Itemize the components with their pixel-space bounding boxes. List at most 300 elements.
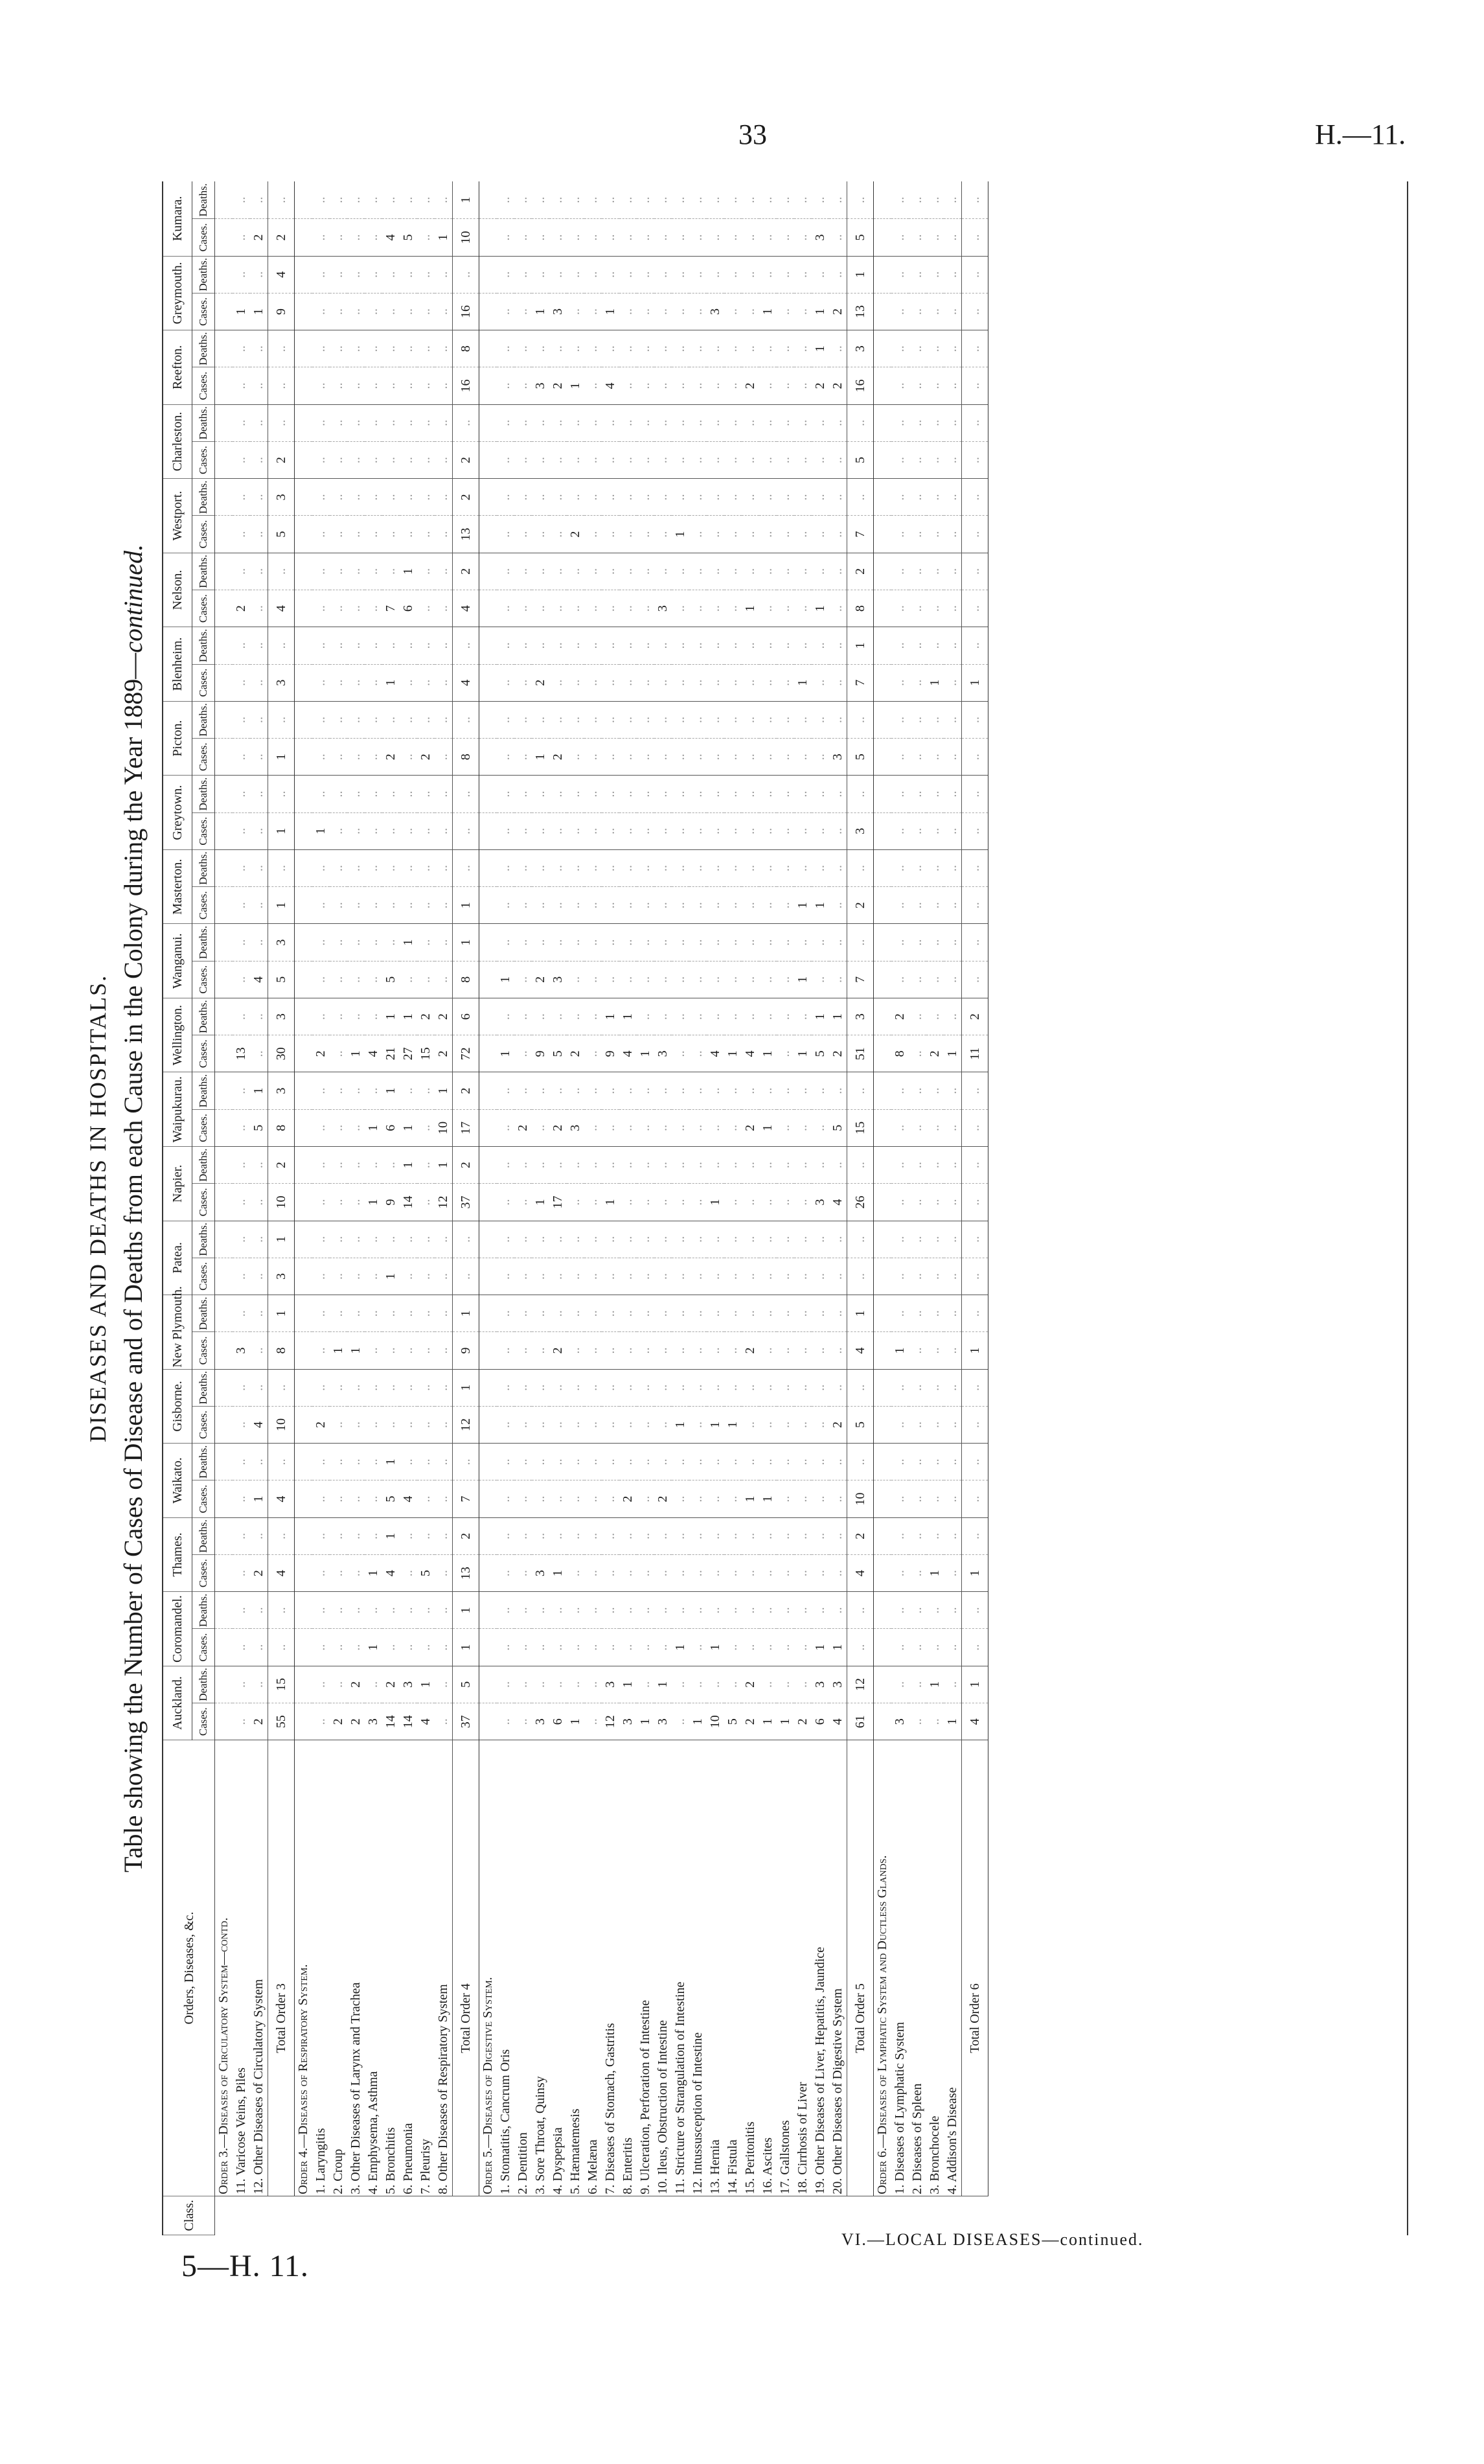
cases-value bbox=[215, 1406, 233, 1443]
deaths-value: .. bbox=[759, 330, 777, 367]
cases-value bbox=[295, 1480, 313, 1517]
deaths-value: .. bbox=[417, 553, 435, 590]
cases-value: .. bbox=[532, 1480, 549, 1517]
cases-value: .. bbox=[584, 1629, 602, 1666]
deaths-value: .. bbox=[453, 849, 479, 886]
deaths-header: Deaths. bbox=[192, 1666, 215, 1703]
deaths-value: .. bbox=[347, 404, 365, 441]
cases-value: .. bbox=[233, 1629, 250, 1666]
deaths-value: 1 bbox=[382, 1444, 400, 1480]
deaths-value: .. bbox=[794, 479, 812, 516]
cases-value bbox=[215, 664, 233, 701]
cases-value: 1 bbox=[672, 516, 689, 553]
deaths-value bbox=[295, 701, 313, 738]
cases-value: 4 bbox=[400, 1480, 417, 1517]
cases-value: 1 bbox=[532, 1184, 549, 1221]
deaths-value: .. bbox=[777, 330, 794, 367]
deaths-value: 2 bbox=[742, 1666, 759, 1703]
deaths-value: .. bbox=[777, 701, 794, 738]
cases-value: .. bbox=[382, 1332, 400, 1369]
cases-value: .. bbox=[962, 1109, 988, 1146]
cases-value bbox=[479, 590, 497, 627]
cases-value bbox=[479, 887, 497, 924]
cases-value: .. bbox=[829, 516, 847, 553]
cases-value: .. bbox=[233, 219, 250, 256]
hospital-header: Auckland. bbox=[163, 1666, 192, 1740]
deaths-value: .. bbox=[514, 330, 532, 367]
cases-value: 2 bbox=[567, 516, 584, 553]
deaths-value: .. bbox=[672, 330, 689, 367]
deaths-value bbox=[295, 330, 313, 367]
cases-value: .. bbox=[759, 1629, 777, 1666]
cases-value: 1 bbox=[268, 887, 295, 924]
cases-value: 2 bbox=[549, 1109, 567, 1146]
deaths-value: .. bbox=[453, 776, 479, 812]
cases-value: .. bbox=[944, 219, 962, 256]
cases-value: .. bbox=[435, 1703, 453, 1740]
cases-value: .. bbox=[330, 739, 347, 776]
deaths-value: .. bbox=[707, 1592, 724, 1629]
cases-value: 1 bbox=[812, 590, 829, 627]
cases-value: .. bbox=[532, 1109, 549, 1146]
deaths-value: .. bbox=[330, 1072, 347, 1109]
cases-value: .. bbox=[435, 1554, 453, 1591]
deaths-value: .. bbox=[777, 1517, 794, 1554]
cases-value: 5 bbox=[417, 1554, 435, 1591]
deaths-value: .. bbox=[891, 330, 909, 367]
cases-value bbox=[874, 1332, 892, 1369]
deaths-value: .. bbox=[707, 1147, 724, 1184]
cases-value: .. bbox=[759, 441, 777, 478]
deaths-value: .. bbox=[382, 1147, 400, 1184]
deaths-value: .. bbox=[794, 1592, 812, 1629]
deaths-value: .. bbox=[417, 1517, 435, 1554]
cases-value: .. bbox=[777, 516, 794, 553]
deaths-value: .. bbox=[637, 181, 654, 219]
deaths-value: .. bbox=[689, 701, 707, 738]
deaths-value: .. bbox=[233, 1592, 250, 1629]
deaths-value: .. bbox=[926, 1072, 944, 1109]
cases-value: .. bbox=[567, 887, 584, 924]
table-row bbox=[829, 181, 847, 2235]
cases-value: 2 bbox=[417, 739, 435, 776]
row-label: 1. Stomatitis, Cancrum Oris bbox=[498, 2049, 512, 2194]
deaths-value: .. bbox=[312, 256, 330, 293]
cases-value: 7 bbox=[847, 516, 874, 553]
deaths-value: .. bbox=[347, 553, 365, 590]
deaths-value: .. bbox=[567, 1517, 584, 1554]
cases-value: .. bbox=[417, 1332, 435, 1369]
deaths-header: Deaths. bbox=[192, 849, 215, 886]
deaths-value: .. bbox=[777, 256, 794, 293]
deaths-value: .. bbox=[724, 1072, 742, 1109]
cases-value: .. bbox=[514, 590, 532, 627]
table-row bbox=[724, 181, 742, 2235]
cases-value bbox=[215, 961, 233, 998]
deaths-value: .. bbox=[233, 1147, 250, 1184]
deaths-value: .. bbox=[689, 404, 707, 441]
cases-value: .. bbox=[312, 739, 330, 776]
deaths-value: .. bbox=[847, 1221, 874, 1258]
deaths-value bbox=[295, 776, 313, 812]
deaths-value: .. bbox=[909, 998, 926, 1035]
deaths-value: .. bbox=[584, 1221, 602, 1258]
deaths-value: .. bbox=[909, 1221, 926, 1258]
deaths-value: .. bbox=[330, 701, 347, 738]
cases-value bbox=[479, 516, 497, 553]
deaths-value: .. bbox=[794, 1517, 812, 1554]
deaths-value bbox=[874, 701, 892, 738]
cases-value: .. bbox=[584, 664, 602, 701]
cases-value: .. bbox=[347, 887, 365, 924]
deaths-value: .. bbox=[944, 404, 962, 441]
deaths-value: .. bbox=[777, 479, 794, 516]
cases-value: .. bbox=[654, 1184, 672, 1221]
cases-value: .. bbox=[742, 441, 759, 478]
deaths-value: .. bbox=[347, 1517, 365, 1554]
deaths-value: .. bbox=[453, 256, 479, 293]
cases-value: 1 bbox=[724, 1035, 742, 1072]
deaths-value: .. bbox=[829, 404, 847, 441]
cases-value: .. bbox=[250, 1184, 268, 1221]
deaths-value: .. bbox=[330, 1147, 347, 1184]
deaths-value: .. bbox=[672, 181, 689, 219]
cases-value: .. bbox=[812, 1109, 829, 1146]
row-label: 18. Cirrhosis of Liver bbox=[795, 2082, 810, 2194]
cases-value: .. bbox=[417, 887, 435, 924]
row-label: 14. Fistula bbox=[725, 2139, 740, 2194]
deaths-value: .. bbox=[233, 1295, 250, 1332]
cases-value: .. bbox=[689, 1554, 707, 1591]
deaths-value: .. bbox=[435, 776, 453, 812]
deaths-value: .. bbox=[330, 404, 347, 441]
cases-value: .. bbox=[812, 1480, 829, 1517]
deaths-value: .. bbox=[847, 776, 874, 812]
deaths-value: .. bbox=[619, 1369, 637, 1406]
cases-value: 1 bbox=[944, 1035, 962, 1072]
cases-value: .. bbox=[602, 961, 619, 998]
deaths-value: .. bbox=[637, 1369, 654, 1406]
deaths-value: .. bbox=[312, 553, 330, 590]
deaths-value: .. bbox=[724, 1369, 742, 1406]
deaths-value: .. bbox=[400, 627, 417, 664]
deaths-value: .. bbox=[417, 404, 435, 441]
deaths-value: .. bbox=[400, 404, 417, 441]
cases-value: .. bbox=[742, 1554, 759, 1591]
deaths-value bbox=[479, 849, 497, 886]
cases-value: .. bbox=[909, 1184, 926, 1221]
deaths-value: .. bbox=[602, 404, 619, 441]
deaths-value: .. bbox=[829, 479, 847, 516]
deaths-value: .. bbox=[532, 627, 549, 664]
cases-value: .. bbox=[909, 1406, 926, 1443]
cases-value: .. bbox=[435, 812, 453, 849]
deaths-value: .. bbox=[567, 256, 584, 293]
deaths-value: 1 bbox=[847, 1295, 874, 1332]
cases-value: .. bbox=[944, 739, 962, 776]
deaths-value: .. bbox=[453, 701, 479, 738]
deaths-value: .. bbox=[654, 479, 672, 516]
deaths-value: .. bbox=[672, 479, 689, 516]
cases-value: .. bbox=[654, 739, 672, 776]
deaths-value: .. bbox=[453, 627, 479, 664]
deaths-value: .. bbox=[707, 1221, 724, 1258]
cases-value: .. bbox=[794, 1406, 812, 1443]
deaths-value: .. bbox=[497, 181, 514, 219]
class-cell bbox=[215, 2196, 1144, 2250]
cases-value: .. bbox=[233, 1480, 250, 1517]
cases-value bbox=[874, 1554, 892, 1591]
cases-value: .. bbox=[962, 1629, 988, 1666]
cases-value: .. bbox=[400, 887, 417, 924]
deaths-value: .. bbox=[847, 1072, 874, 1109]
deaths-value: .. bbox=[724, 404, 742, 441]
cases-value: .. bbox=[268, 1629, 295, 1666]
cases-value: .. bbox=[312, 961, 330, 998]
cases-value: .. bbox=[926, 1258, 944, 1295]
cases-value: .. bbox=[602, 1480, 619, 1517]
cases-value bbox=[295, 1258, 313, 1295]
cases-value: .. bbox=[724, 739, 742, 776]
document-reference: H.—11. bbox=[1315, 119, 1406, 150]
cases-value: .. bbox=[549, 887, 567, 924]
cases-value bbox=[874, 219, 892, 256]
cases-value: .. bbox=[532, 1332, 549, 1369]
deaths-value: .. bbox=[435, 627, 453, 664]
cases-value: .. bbox=[672, 1703, 689, 1740]
cases-header: Cases. bbox=[192, 664, 215, 701]
deaths-value: .. bbox=[759, 256, 777, 293]
cases-value: .. bbox=[497, 1258, 514, 1295]
cases-value: .. bbox=[944, 887, 962, 924]
deaths-value bbox=[479, 1072, 497, 1109]
deaths-value: .. bbox=[777, 1072, 794, 1109]
cases-value: .. bbox=[794, 1480, 812, 1517]
cases-value: 7 bbox=[453, 1480, 479, 1517]
cases-value: .. bbox=[829, 219, 847, 256]
deaths-value: .. bbox=[962, 849, 988, 886]
cases-value bbox=[874, 961, 892, 998]
deaths-value: .. bbox=[532, 1444, 549, 1480]
cases-value: .. bbox=[584, 219, 602, 256]
cases-value: .. bbox=[777, 1406, 794, 1443]
cases-value bbox=[479, 961, 497, 998]
cases-value: .. bbox=[435, 1258, 453, 1295]
deaths-value: .. bbox=[962, 256, 988, 293]
cases-value: 2 bbox=[250, 1554, 268, 1591]
cases-value: 1 bbox=[453, 1629, 479, 1666]
deaths-value: .. bbox=[742, 1221, 759, 1258]
table-row bbox=[794, 181, 812, 2235]
cases-value: .. bbox=[330, 590, 347, 627]
cases-value: .. bbox=[330, 1184, 347, 1221]
cases-header: Cases. bbox=[192, 219, 215, 256]
deaths-value: .. bbox=[909, 924, 926, 961]
deaths-value: .. bbox=[497, 479, 514, 516]
cases-value: .. bbox=[829, 590, 847, 627]
deaths-value: .. bbox=[347, 924, 365, 961]
deaths-value: .. bbox=[926, 404, 944, 441]
cases-value: 1 bbox=[926, 1554, 944, 1591]
deaths-value: .. bbox=[400, 1072, 417, 1109]
cases-value: .. bbox=[672, 293, 689, 330]
cases-value: .. bbox=[909, 1703, 926, 1740]
deaths-value bbox=[479, 553, 497, 590]
deaths-value: .. bbox=[567, 404, 584, 441]
deaths-value: .. bbox=[926, 256, 944, 293]
deaths-value: .. bbox=[497, 1072, 514, 1109]
deaths-value: .. bbox=[417, 1072, 435, 1109]
cases-value: .. bbox=[909, 1258, 926, 1295]
cases-value: .. bbox=[707, 1480, 724, 1517]
cases-value: .. bbox=[330, 293, 347, 330]
cases-value: .. bbox=[707, 441, 724, 478]
cases-value: 1 bbox=[926, 664, 944, 701]
cases-value: .. bbox=[759, 739, 777, 776]
cases-value: .. bbox=[435, 590, 453, 627]
cases-value: 1 bbox=[794, 961, 812, 998]
deaths-value: .. bbox=[909, 1072, 926, 1109]
cases-value bbox=[295, 1554, 313, 1591]
deaths-value: .. bbox=[707, 1517, 724, 1554]
cases-value: 1 bbox=[453, 887, 479, 924]
deaths-value: .. bbox=[532, 776, 549, 812]
cases-value: .. bbox=[962, 367, 988, 404]
deaths-value: .. bbox=[532, 849, 549, 886]
deaths-value: .. bbox=[654, 998, 672, 1035]
cases-value: .. bbox=[549, 664, 567, 701]
cases-value: 1 bbox=[400, 1109, 417, 1146]
cases-value: .. bbox=[962, 1184, 988, 1221]
deaths-value bbox=[874, 553, 892, 590]
deaths-value: 1 bbox=[829, 998, 847, 1035]
cases-value: .. bbox=[567, 590, 584, 627]
deaths-value: .. bbox=[312, 1444, 330, 1480]
cases-value: .. bbox=[759, 664, 777, 701]
cases-value: .. bbox=[497, 516, 514, 553]
cases-value: 5 bbox=[268, 516, 295, 553]
deaths-value bbox=[479, 998, 497, 1035]
cases-value: .. bbox=[829, 887, 847, 924]
cases-value: .. bbox=[435, 961, 453, 998]
cases-value: .. bbox=[672, 739, 689, 776]
deaths-value: .. bbox=[637, 1592, 654, 1629]
cases-value: .. bbox=[891, 1184, 909, 1221]
cases-value: .. bbox=[514, 1480, 532, 1517]
deaths-value bbox=[215, 1666, 233, 1703]
cases-value: .. bbox=[532, 441, 549, 478]
deaths-value: .. bbox=[689, 1592, 707, 1629]
cases-value: .. bbox=[250, 1332, 268, 1369]
deaths-value: .. bbox=[549, 1369, 567, 1406]
cases-value: .. bbox=[689, 1629, 707, 1666]
deaths-value: .. bbox=[382, 181, 400, 219]
cases-value: .. bbox=[602, 219, 619, 256]
cases-value: 5 bbox=[829, 1109, 847, 1146]
deaths-value: .. bbox=[532, 479, 549, 516]
deaths-value: .. bbox=[637, 1221, 654, 1258]
cases-value: 2 bbox=[926, 1035, 944, 1072]
cases-value: 1 bbox=[497, 961, 514, 998]
deaths-value: .. bbox=[584, 330, 602, 367]
deaths-value: 2 bbox=[847, 1517, 874, 1554]
deaths-value: .. bbox=[347, 330, 365, 367]
deaths-value: .. bbox=[689, 1444, 707, 1480]
deaths-value bbox=[479, 256, 497, 293]
cases-value: 12 bbox=[435, 1184, 453, 1221]
deaths-value: .. bbox=[926, 701, 944, 738]
deaths-value: .. bbox=[532, 998, 549, 1035]
table-row bbox=[777, 181, 794, 2235]
deaths-value: .. bbox=[567, 924, 584, 961]
deaths-value: .. bbox=[233, 924, 250, 961]
cases-value bbox=[479, 293, 497, 330]
cases-value: 2 bbox=[567, 1035, 584, 1072]
cases-value: .. bbox=[891, 367, 909, 404]
cases-value: .. bbox=[742, 812, 759, 849]
deaths-value: 5 bbox=[453, 1666, 479, 1703]
deaths-value: .. bbox=[250, 330, 268, 367]
deaths-value: .. bbox=[689, 627, 707, 664]
cases-value: .. bbox=[497, 664, 514, 701]
deaths-value bbox=[874, 1517, 892, 1554]
deaths-value: .. bbox=[926, 553, 944, 590]
deaths-value: 3 bbox=[847, 330, 874, 367]
deaths-value: .. bbox=[794, 330, 812, 367]
cases-value: .. bbox=[417, 1184, 435, 1221]
deaths-value: .. bbox=[619, 330, 637, 367]
cases-value bbox=[479, 1184, 497, 1221]
deaths-value bbox=[874, 1072, 892, 1109]
cases-value: .. bbox=[619, 441, 637, 478]
deaths-value: .. bbox=[382, 1221, 400, 1258]
table-row bbox=[435, 181, 453, 2235]
deaths-value: .. bbox=[909, 1517, 926, 1554]
deaths-value: .. bbox=[584, 701, 602, 738]
deaths-value: .. bbox=[742, 479, 759, 516]
deaths-value: .. bbox=[400, 479, 417, 516]
cases-value: .. bbox=[453, 1258, 479, 1295]
deaths-value: .. bbox=[453, 1444, 479, 1480]
deaths-value: .. bbox=[962, 404, 988, 441]
cases-value: .. bbox=[654, 1332, 672, 1369]
deaths-value: 1 bbox=[453, 1369, 479, 1406]
cases-value: 3 bbox=[654, 1035, 672, 1072]
cases-value: .. bbox=[759, 1332, 777, 1369]
cases-value: .. bbox=[400, 367, 417, 404]
cases-value: .. bbox=[330, 219, 347, 256]
deaths-value: .. bbox=[707, 479, 724, 516]
deaths-value: .. bbox=[724, 924, 742, 961]
cases-value: .. bbox=[689, 1258, 707, 1295]
cases-value: .. bbox=[619, 1332, 637, 1369]
cases-value: 2 bbox=[268, 219, 295, 256]
deaths-value: 1 bbox=[268, 1295, 295, 1332]
cases-value: .. bbox=[250, 739, 268, 776]
deaths-value: .. bbox=[330, 1444, 347, 1480]
deaths-value: .. bbox=[724, 701, 742, 738]
cases-value: .. bbox=[602, 1406, 619, 1443]
table-row bbox=[233, 181, 250, 2235]
deaths-value: .. bbox=[962, 1072, 988, 1109]
cases-value: 4 bbox=[962, 1703, 988, 1740]
cases-value: .. bbox=[689, 664, 707, 701]
orders-header: Orders, Diseases, &c. bbox=[163, 1740, 215, 2196]
cases-value: .. bbox=[514, 961, 532, 998]
cases-value: .. bbox=[382, 441, 400, 478]
cases-value: .. bbox=[312, 1554, 330, 1591]
cases-value: .. bbox=[382, 1406, 400, 1443]
